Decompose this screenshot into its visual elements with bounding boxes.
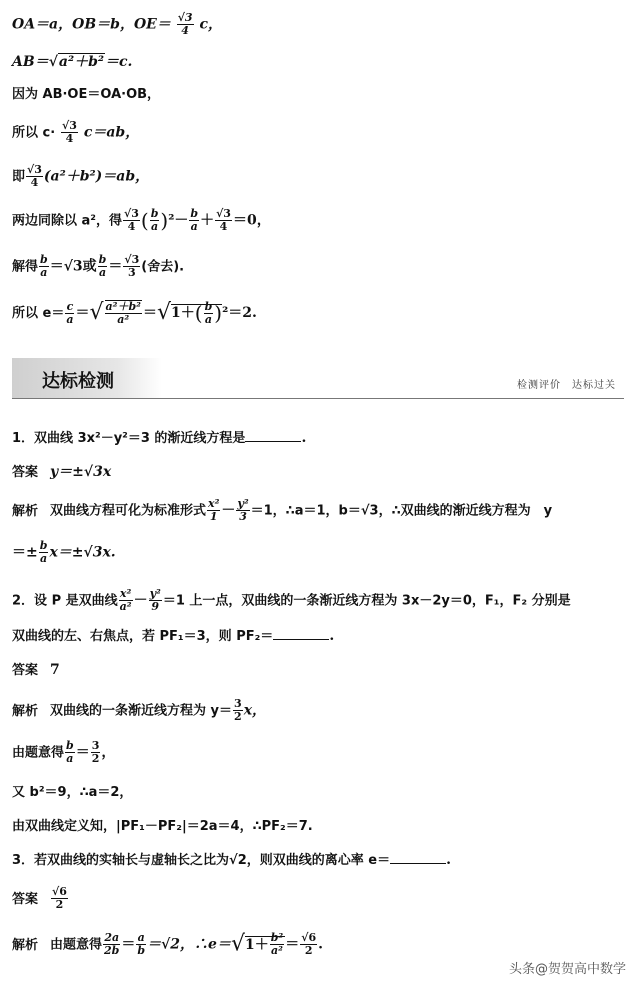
text: c， — [199, 16, 222, 33]
solution-line-8: 所以 e＝ $\frac{c}{a}$ ＝√ $\frac{\text{a²＋b²}}{\text{a²}}$ ＝√1＋( $\frac{b}{a}$ )²＝2. — [12, 299, 257, 326]
text: 又 b²＝9，∴a＝2， — [12, 785, 133, 800]
explanation-3: 解析 由题意得 $\frac{2a}{2b}$ ＝ $\frac{a}{b}$ ＝√2，∴e＝√1＋ $\frac{\text{b²}}{\text{a²}}$ ＝ $\frac{√6}{2}$ . — [12, 931, 324, 957]
section-header — [12, 358, 624, 399]
sqrt-radicand: 1＋ $\frac{\text{b²}}{\text{a²}}$ — [244, 931, 284, 957]
text: . — [318, 936, 324, 953]
text: ²＝2. — [222, 305, 257, 321]
question-2-cont — [12, 626, 334, 647]
solution-line-7 — [12, 254, 184, 279]
answer-label: 答案 — [12, 891, 39, 907]
explanation-label: 解析 — [12, 703, 39, 719]
fraction: $\frac{b}{a}$ — [190, 207, 199, 233]
text: ＝0， — [232, 212, 271, 229]
question-text: 3．若双曲线的实轴长与虚轴长之比为√2，则双曲线的离心率 e＝ — [12, 853, 391, 868]
fraction: $\frac{\text{x²}}{1}$ — [208, 497, 220, 523]
explanation-2-line-4 — [12, 816, 313, 837]
text: ²－ — [168, 212, 189, 229]
fraction: $\frac{√3}{4}$ — [62, 119, 77, 145]
answer-label: 答案 — [12, 663, 39, 678]
text: 由题意得 — [50, 937, 103, 953]
fraction: $\frac{c}{a}$ — [66, 299, 74, 326]
text: ＝ — [75, 305, 90, 321]
fraction: $\frac{b}{a}$ — [98, 253, 107, 279]
text: ＝ — [121, 936, 136, 953]
explanation-1-cont — [12, 540, 116, 565]
fraction: $\frac{√3}{4}$ — [216, 207, 231, 233]
solution-line-3 — [12, 84, 160, 105]
text: (a²＋b²)＝ab， — [43, 168, 150, 185]
text: － — [221, 502, 236, 519]
answer-label: 答案 — [12, 465, 39, 480]
fraction: $\frac{\text{a²＋b²}}{\text{a²}}$ — [105, 300, 141, 326]
text: ， — [101, 744, 116, 761]
section-title: 达标检测 — [42, 371, 114, 392]
text: c＝ab， — [83, 124, 140, 141]
fraction: $\frac{a}{b}$ — [137, 931, 146, 957]
watermark: 头条@贺贺高中数学 — [508, 962, 626, 977]
text: x， — [243, 702, 267, 719]
text: x＝±√3x. — [49, 544, 116, 561]
text: (舍去). — [141, 259, 185, 275]
explanation-2-line-3 — [12, 782, 132, 803]
text: 两边同除以 a²，得 — [12, 213, 122, 229]
solution-line-4 — [12, 120, 139, 145]
text: . — [329, 628, 335, 644]
text: . — [301, 430, 307, 446]
text: 双曲线的一条渐近线方程为 y＝ — [50, 703, 233, 719]
text: 即 — [12, 169, 26, 185]
fraction: $\frac{b}{a}$ — [39, 539, 48, 565]
fraction: $\frac{\text{x²}}{\text{a²}}$ — [119, 587, 132, 613]
question-2 — [12, 588, 571, 613]
fraction: $\frac{√3}{4}$ — [124, 207, 139, 233]
fraction: $\frac{3}{2}$ — [91, 739, 100, 765]
solution-line-1 — [12, 12, 222, 37]
question-3 — [12, 850, 451, 871]
text: ＝1，∴a＝1，b＝√3，∴双曲线的渐近线方程为 y — [250, 503, 553, 519]
text: 因为 AB·OE＝OA·OB， — [12, 87, 161, 102]
fraction: $\frac{b}{a}$ — [150, 207, 159, 233]
paren: ( — [140, 208, 149, 233]
explanation-label: 解析 — [12, 503, 39, 519]
fraction: $\frac{2a}{2b}$ — [104, 931, 120, 957]
text: ＝ — [285, 936, 300, 953]
explanation-1 — [12, 498, 552, 523]
fraction: $\frac{3}{2}$ — [234, 697, 242, 723]
answer-blank — [390, 851, 446, 864]
answer-value: 7 — [50, 662, 60, 678]
fraction: $\frac{\text{y²}}{3}$ — [237, 497, 249, 523]
text: ＝ — [75, 744, 90, 761]
section-subtitle: 检测评价 达标过关 — [517, 380, 616, 391]
explanation-2 — [12, 698, 266, 723]
paren: ) — [160, 208, 169, 233]
explanation-2-line-2 — [12, 740, 115, 765]
fraction: $\frac{√3}{4}$ — [177, 11, 193, 37]
fraction: $\frac{b}{a}$ — [40, 253, 48, 279]
text: ＝± — [12, 544, 38, 561]
text: 所以 e＝ — [12, 306, 65, 321]
text: ＝1 上一点，双曲线的一条渐近线方程为 3x－2y＝0，F₁，F₂ 分别是 — [162, 593, 571, 609]
answer-value: y＝±√3x — [50, 464, 112, 480]
text: ＝√3或 — [49, 258, 97, 275]
text: AB＝ — [12, 54, 49, 70]
question-text: 1．双曲线 3x²－y²＝3 的渐近线方程是 — [12, 431, 246, 446]
answer-value: $\frac{√6}{2}$ — [52, 885, 67, 911]
answer-3 — [12, 886, 69, 911]
answer-blank — [273, 627, 329, 640]
text: OA＝a，OB＝b，OE＝ — [12, 16, 171, 33]
text: 双曲线方程可化为标准形式 — [50, 503, 207, 519]
fraction: $\frac{√3}{4}$ — [27, 163, 42, 189]
sqrt-radicand: 1＋( $\frac{b}{a}$ ) — [171, 299, 223, 326]
question-text: 2．设 P 是双曲线 — [12, 593, 118, 609]
text: 所以 c· — [12, 125, 56, 141]
answer-2 — [12, 660, 60, 681]
question-1 — [12, 428, 306, 449]
text: 解得 — [12, 259, 39, 275]
solution-line-2 — [12, 52, 132, 72]
text: ＝ — [142, 305, 157, 321]
answer-1 — [12, 462, 111, 483]
solution-line-5 — [12, 164, 149, 189]
text: 双曲线的左、右焦点，若 PF₁＝3，则 PF₂＝ — [12, 629, 274, 644]
text: 由双曲线定义知，|PF₁－PF₂|＝2a＝4，∴PF₂＝7. — [12, 819, 313, 834]
explanation-label: 解析 — [12, 937, 39, 953]
text: ＝ — [108, 258, 123, 275]
text: － — [133, 592, 148, 609]
text: ＝√2，∴e＝ — [147, 936, 231, 953]
answer-blank — [245, 429, 301, 442]
fraction: $\frac{√6}{2}$ — [301, 931, 317, 957]
text: ＝c. — [105, 54, 133, 70]
fraction: $\frac{\text{y²}}{9}$ — [149, 587, 161, 613]
text: 由题意得 — [12, 745, 65, 761]
fraction: $\frac{b}{a}$ — [66, 739, 74, 765]
text: . — [446, 852, 451, 868]
solution-line-6 — [12, 208, 271, 233]
fraction: $\frac{√3}{3}$ — [124, 253, 140, 279]
text: ＋ — [200, 212, 215, 229]
sqrt: √a²＋b² — [48, 54, 105, 70]
